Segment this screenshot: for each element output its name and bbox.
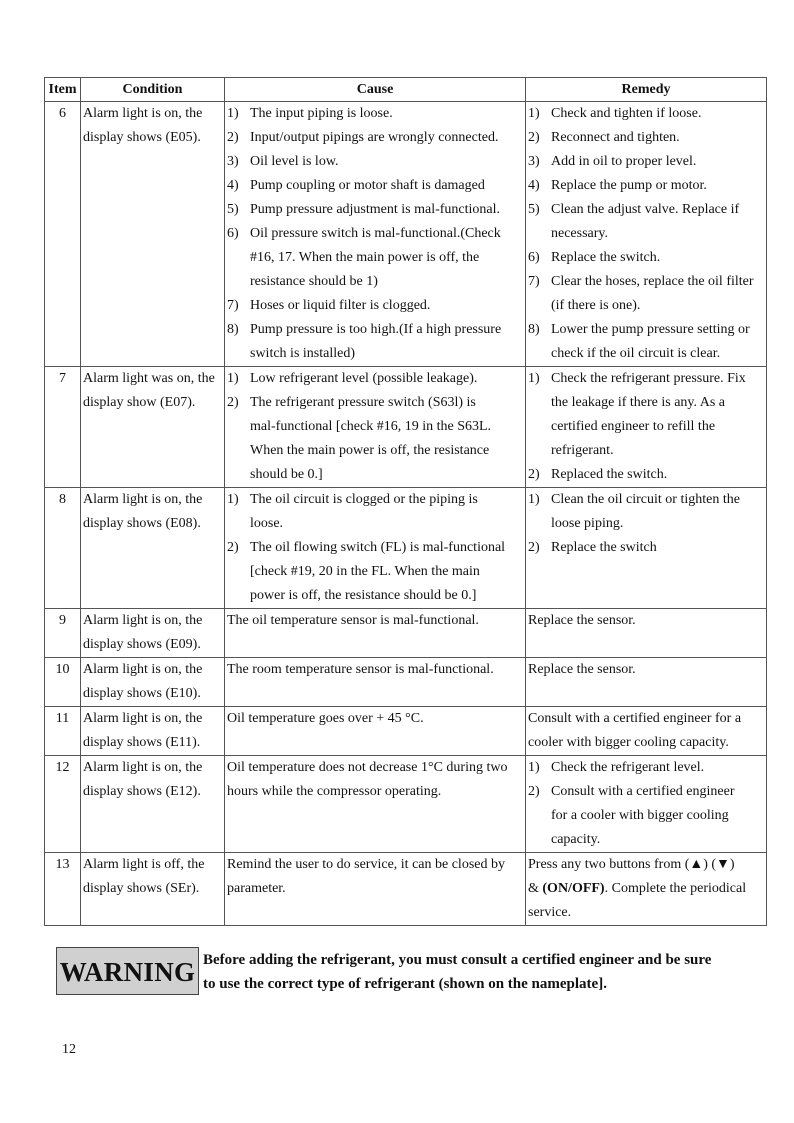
- on-off-button-ref: (ON/OFF): [542, 881, 605, 896]
- table-row: [45, 756, 767, 853]
- cause-cell: [225, 658, 526, 707]
- remedy-line: Check the refrigerant pressure. Fix: [551, 371, 746, 386]
- cause-line: The input piping is loose.: [250, 106, 393, 121]
- cause-line: #16, 17. When the main power is off, the: [250, 250, 480, 265]
- cause-item: [227, 707, 523, 731]
- cause-text: [250, 367, 477, 391]
- cause-cell: [225, 707, 526, 756]
- cause-item: [227, 198, 523, 222]
- remedy-item: [528, 780, 764, 852]
- remedy-line: for a cooler with bigger cooling: [551, 808, 729, 823]
- cause-line: loose.: [250, 516, 284, 531]
- item-index: 7): [528, 274, 540, 289]
- cause-item: [227, 536, 523, 608]
- cause-item: [227, 150, 523, 174]
- remedy-cell: [526, 367, 767, 488]
- cause-line: The oil temperature sensor is mal-functional.: [227, 613, 479, 628]
- condition-line: Alarm light was on, the: [83, 371, 215, 386]
- cause-cell: [225, 102, 526, 367]
- cause-line: parameter.: [227, 881, 286, 896]
- condition-line: display shows (E12).: [83, 784, 201, 799]
- condition-line: Alarm light is on, the: [83, 711, 203, 726]
- cause-line: should be 0.]: [250, 467, 323, 482]
- table-row: [45, 853, 767, 926]
- cause-item: [227, 294, 523, 318]
- cause-line: power is off, the resistance should be 0.]: [250, 588, 477, 603]
- remedy-line: (if there is one).: [551, 298, 641, 313]
- item-index: 3): [528, 154, 540, 169]
- condition-cell: [81, 102, 225, 367]
- remedy-line: Reconnect and tighten.: [551, 130, 680, 145]
- remedy-item: [528, 198, 764, 246]
- item-index: 1): [227, 371, 239, 386]
- cause-item: [227, 658, 523, 682]
- remedy-text: [551, 536, 657, 560]
- item-index: 6): [227, 226, 239, 241]
- item-index: 4): [528, 178, 540, 193]
- condition-line: display shows (E08).: [83, 516, 201, 531]
- cause-line: Hoses or liquid filter is clogged.: [250, 298, 431, 313]
- item-index: 3): [227, 154, 239, 169]
- table-row: [45, 658, 767, 707]
- remedy-text: [551, 367, 746, 463]
- cause-line: The refrigerant pressure switch (S63l) is: [250, 395, 476, 410]
- remedy-item: [528, 609, 764, 633]
- remedy-line: cooler with bigger cooling capacity.: [528, 735, 729, 750]
- remedy-text: [551, 780, 735, 852]
- remedy-text: [551, 198, 739, 246]
- condition-cell: [81, 756, 225, 853]
- remedy-line: certified engineer to refill the: [551, 419, 716, 434]
- item-index: 7): [227, 298, 239, 313]
- cause-line: Oil pressure switch is mal-functional.(Check: [250, 226, 501, 241]
- item-number: 7: [45, 367, 81, 488]
- cause-text: [250, 222, 501, 294]
- item-index: 2): [528, 130, 540, 145]
- page-number: 12: [62, 1042, 76, 1057]
- remedy-line: Replace the switch.: [551, 250, 661, 265]
- item-index: 8): [227, 322, 239, 337]
- table-row: [45, 367, 767, 488]
- item-index: 6): [528, 250, 540, 265]
- remedy-line: refrigerant.: [551, 443, 614, 458]
- condition-line: Alarm light is on, the: [83, 760, 203, 775]
- cause-line: The oil circuit is clogged or the piping is: [250, 492, 478, 507]
- condition-cell: [81, 658, 225, 707]
- item-index: 1): [528, 760, 540, 775]
- remedy-item: [528, 463, 764, 487]
- remedy-cell: [526, 853, 767, 926]
- remedy-item: [528, 488, 764, 536]
- remedy-line: capacity.: [551, 832, 601, 847]
- cause-item: [227, 609, 523, 633]
- table-row: [45, 707, 767, 756]
- remedy-line: Consult with a certified engineer: [551, 784, 735, 799]
- table-row: [45, 102, 767, 367]
- table-row: [45, 609, 767, 658]
- cause-text: [250, 318, 501, 366]
- cause-item: [227, 126, 523, 150]
- cause-text: [250, 150, 339, 174]
- cause-line: The room temperature sensor is mal-functional.: [227, 662, 494, 677]
- remedy-text: [528, 853, 746, 925]
- cause-line: hours while the compressor operating.: [227, 784, 442, 799]
- remedy-item: [528, 853, 764, 925]
- remedy-line: & (ON/OFF). Complete the periodical: [528, 881, 747, 896]
- warning-text: [203, 948, 711, 996]
- item-index: 1): [528, 371, 540, 386]
- remedy-text: [528, 609, 636, 633]
- warning-line: Before adding the refrigerant, you must consult a certified engineer and be sure: [203, 952, 712, 968]
- cause-text: [250, 488, 478, 536]
- cause-item: [227, 853, 523, 901]
- cause-cell: [225, 756, 526, 853]
- cause-text: [250, 126, 498, 150]
- remedy-line: Consult with a certified engineer for a: [528, 711, 742, 726]
- remedy-line: Clean the adjust valve. Replace if: [551, 202, 740, 217]
- remedy-cell: [526, 658, 767, 707]
- cause-line: Oil temperature goes over + 45 °C.: [227, 711, 424, 726]
- condition-line: display shows (SEr).: [83, 881, 200, 896]
- table-header-row: [45, 78, 767, 102]
- header-remedy: Remedy: [526, 78, 767, 102]
- condition-line: display shows (E11).: [83, 735, 201, 750]
- warning-label: WARNING: [56, 947, 199, 995]
- cause-cell: [225, 609, 526, 658]
- cause-line: When the main power is off, the resistance: [250, 443, 490, 458]
- remedy-line: Replace the sensor.: [528, 613, 636, 628]
- item-index: 2): [528, 540, 540, 555]
- remedy-line: Replace the pump or motor.: [551, 178, 707, 193]
- cause-line: switch is installed): [250, 346, 355, 361]
- remedy-text: [551, 318, 750, 366]
- item-number: 8: [45, 488, 81, 609]
- condition-cell: [81, 853, 225, 926]
- item-index: 2): [227, 130, 239, 145]
- condition-line: Alarm light is on, the: [83, 613, 203, 628]
- remedy-line: the leakage if there is any. As a: [551, 395, 726, 410]
- item-index: 1): [227, 492, 239, 507]
- cause-text: [250, 294, 430, 318]
- remedy-text: [551, 488, 740, 536]
- item-number: 13: [45, 853, 81, 926]
- remedy-item: [528, 658, 764, 682]
- cause-text: [227, 707, 424, 731]
- remedy-item: [528, 318, 764, 366]
- item-number: 10: [45, 658, 81, 707]
- cause-line: The oil flowing switch (FL) is mal-functional: [250, 540, 506, 555]
- remedy-cell: [526, 609, 767, 658]
- condition-line: Alarm light is off, the: [83, 857, 205, 872]
- table-row: [45, 488, 767, 609]
- condition-line: display show (E07).: [83, 395, 196, 410]
- remedy-text: [551, 246, 660, 270]
- cause-line: Remind the user to do service, it can be closed by: [227, 857, 505, 872]
- item-index: 1): [227, 106, 239, 121]
- remedy-line: service.: [528, 905, 572, 920]
- remedy-cell: [526, 756, 767, 853]
- cause-item: [227, 367, 523, 391]
- condition-line: display shows (E05).: [83, 130, 201, 145]
- item-index: 2): [227, 395, 239, 410]
- cause-text: [227, 609, 479, 633]
- cause-text: [227, 853, 505, 901]
- condition-line: Alarm light is on, the: [83, 662, 203, 677]
- cause-item: [227, 488, 523, 536]
- remedy-item: [528, 707, 764, 755]
- cause-line: Pump pressure adjustment is mal-functional.: [250, 202, 501, 217]
- remedy-line: Lower the pump pressure setting or: [551, 322, 750, 337]
- condition-line: display shows (E09).: [83, 637, 201, 652]
- remedy-line: check if the oil circuit is clear.: [551, 346, 721, 361]
- item-index: 2): [528, 784, 540, 799]
- item-index: 1): [528, 106, 540, 121]
- cause-text: [250, 198, 500, 222]
- remedy-item: [528, 246, 764, 270]
- cause-text: [227, 658, 494, 682]
- remedy-line: Press any two buttons from (▲) (▼): [528, 857, 735, 872]
- condition-line: Alarm light is on, the: [83, 492, 203, 507]
- cause-text: [250, 174, 485, 198]
- cause-cell: [225, 367, 526, 488]
- cause-line: Oil level is low.: [250, 154, 339, 169]
- condition-cell: [81, 707, 225, 756]
- header-condition: Condition: [81, 78, 225, 102]
- remedy-line: Add in oil to proper level.: [551, 154, 697, 169]
- remedy-item: [528, 126, 764, 150]
- cause-line: Input/output pipings are wrongly connected.: [250, 130, 499, 145]
- item-index: 5): [528, 202, 540, 217]
- item-number: 6: [45, 102, 81, 367]
- cause-line: mal-functional [check #16, 19 in the S63L.: [250, 419, 492, 434]
- troubleshooting-table: [44, 77, 767, 926]
- remedy-text: [551, 126, 680, 150]
- remedy-line: Replace the switch: [551, 540, 657, 555]
- remedy-text: [551, 756, 704, 780]
- remedy-text: [551, 102, 701, 126]
- item-number: 12: [45, 756, 81, 853]
- warning-line: to use the correct type of refrigerant (shown on the nameplate].: [203, 976, 607, 992]
- cause-line: [check #19, 20 in the FL. When the main: [250, 564, 480, 579]
- condition-cell: [81, 488, 225, 609]
- remedy-cell: [526, 488, 767, 609]
- remedy-item: [528, 174, 764, 198]
- remedy-item: [528, 756, 764, 780]
- cause-cell: [225, 488, 526, 609]
- remedy-text: [528, 658, 636, 682]
- condition-cell: [81, 367, 225, 488]
- cause-item: [227, 318, 523, 366]
- cause-line: resistance should be 1): [250, 274, 378, 289]
- header-cause: Cause: [225, 78, 526, 102]
- remedy-item: [528, 102, 764, 126]
- condition-cell: [81, 609, 225, 658]
- remedy-line: Replace the sensor.: [528, 662, 636, 677]
- cause-item: [227, 222, 523, 294]
- remedy-line: loose piping.: [551, 516, 624, 531]
- remedy-line: Replaced the switch.: [551, 467, 668, 482]
- cause-item: [227, 174, 523, 198]
- remedy-item: [528, 270, 764, 318]
- remedy-line: Check the refrigerant level.: [551, 760, 705, 775]
- remedy-text: [551, 463, 667, 487]
- remedy-text: [551, 174, 707, 198]
- condition-line: Alarm light is on, the: [83, 106, 203, 121]
- remedy-line: Clear the hoses, replace the oil filter: [551, 274, 754, 289]
- cause-item: [227, 391, 523, 487]
- cause-text: [250, 536, 505, 608]
- item-index: 2): [528, 467, 540, 482]
- remedy-line: necessary.: [551, 226, 609, 241]
- remedy-item: [528, 367, 764, 463]
- remedy-text: [551, 150, 696, 174]
- remedy-item: [528, 536, 764, 560]
- cause-text: [227, 756, 507, 804]
- cause-item: [227, 756, 523, 804]
- remedy-text: [551, 270, 754, 318]
- cause-text: [250, 391, 491, 487]
- cause-cell: [225, 853, 526, 926]
- remedy-text: [528, 707, 741, 755]
- cause-item: [227, 102, 523, 126]
- condition-line: display shows (E10).: [83, 686, 201, 701]
- cause-line: Pump pressure is too high.(If a high pressure: [250, 322, 502, 337]
- header-item: Item: [45, 78, 81, 102]
- item-index: 8): [528, 322, 540, 337]
- cause-text: [250, 102, 393, 126]
- remedy-cell: [526, 707, 767, 756]
- item-index: 5): [227, 202, 239, 217]
- item-index: 4): [227, 178, 239, 193]
- item-index: 2): [227, 540, 239, 555]
- remedy-line: Clean the oil circuit or tighten the: [551, 492, 740, 507]
- remedy-line: Check and tighten if loose.: [551, 106, 702, 121]
- remedy-cell: [526, 102, 767, 367]
- cause-line: Low refrigerant level (possible leakage).: [250, 371, 478, 386]
- item-number: 11: [45, 707, 81, 756]
- remedy-item: [528, 150, 764, 174]
- cause-line: Pump coupling or motor shaft is damaged: [250, 178, 485, 193]
- item-number: 9: [45, 609, 81, 658]
- cause-line: Oil temperature does not decrease 1°C during two: [227, 760, 508, 775]
- item-index: 1): [528, 492, 540, 507]
